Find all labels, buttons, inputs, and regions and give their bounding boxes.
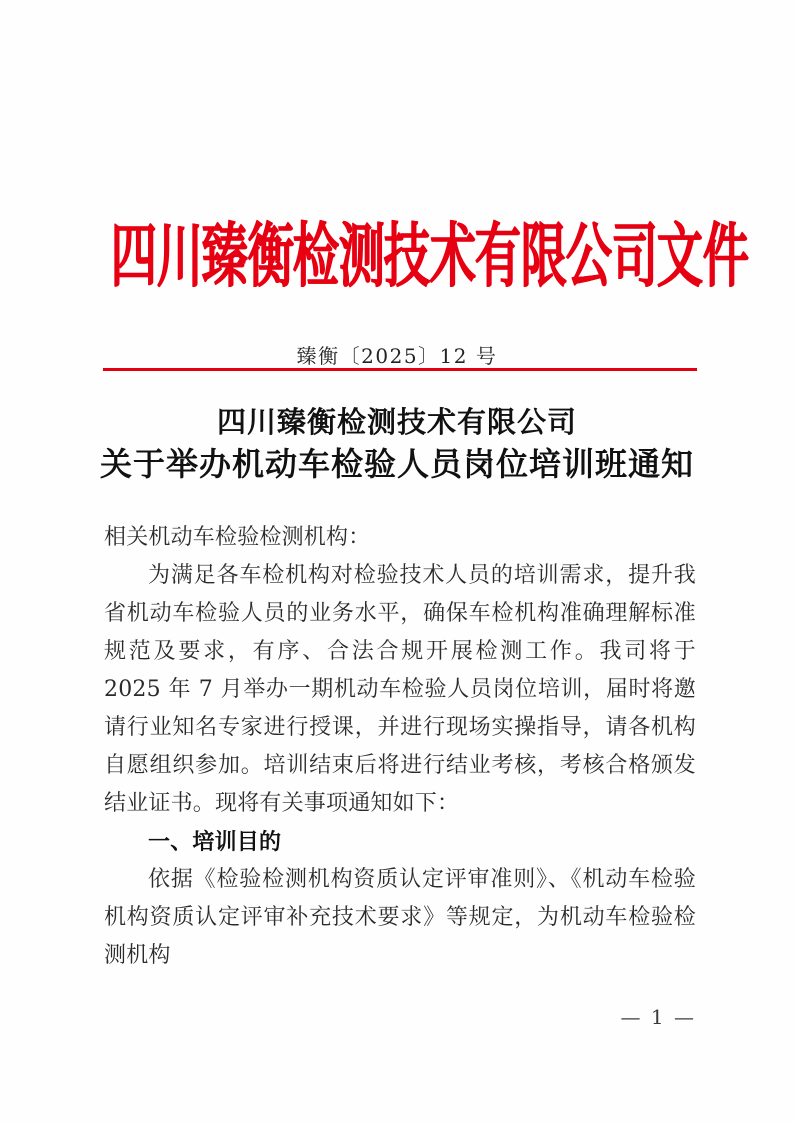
- red-divider-rule: [103, 368, 697, 371]
- section-heading-1: 一、培训目的: [148, 829, 282, 855]
- document-title-line-1: 四川臻衡检测技术有限公司: [216, 405, 577, 439]
- masthead-char: 限: [520, 214, 567, 297]
- document-title: [0, 402, 794, 486]
- masthead-char: 臻: [201, 214, 248, 297]
- masthead-char: 有: [474, 214, 521, 297]
- salutation: 相关机动车检验检测机构：: [104, 525, 371, 550]
- body-paragraph-1: 为满足各车检机构对检验技术人员的培训需求，提升我省机动车检验人员的业务水平，确保车检机构准确理解标准规范及要求，有序、合法合规开展检测工作。我司将于 2025 年 7 月举办一期机动车检验人员岗位培训，届时将邀请行业知名专家进行授课，并进行现场实操指导，请各机构自愿组织参加。培训结束后将进行结业考核，考核合格颁发结业证书。现将有关事项通知如下：: [104, 563, 696, 816]
- masthead-char: 件: [702, 214, 749, 297]
- masthead-char: 公: [565, 214, 612, 297]
- masthead-char: 衡: [247, 214, 294, 297]
- document-body: [104, 519, 696, 975]
- section-paragraph-1: 依据《检验检测机构资质认定评审准则》、《机动车检验机构资质认定评审补充技术要求》等规定，为机动车检验检测机构: [104, 867, 696, 968]
- masthead-char: 四: [110, 214, 157, 297]
- masthead-char: 技: [383, 214, 430, 297]
- masthead-char: 川: [156, 214, 203, 297]
- masthead-char: 测: [338, 214, 385, 297]
- masthead-char: 文: [656, 214, 703, 297]
- masthead-banner: [103, 206, 749, 306]
- masthead-char: 术: [429, 214, 476, 297]
- masthead-char: 检: [292, 214, 339, 297]
- masthead-char: 司: [611, 214, 658, 297]
- document-number: 臻衡〔2025〕12 号: [296, 344, 498, 368]
- document-title-line-2: 关于举办机动车检验人员岗位培训班通知: [99, 445, 694, 483]
- masthead-title: [103, 214, 749, 297]
- page-number: — 1 —: [620, 1005, 696, 1029]
